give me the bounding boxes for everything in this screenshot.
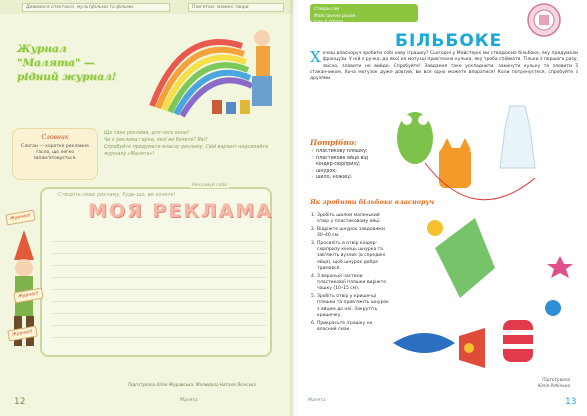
materials-item: ✓ шило, ножиці. <box>311 175 386 182</box>
left-page <box>0 0 293 416</box>
right-page-number: 13 <box>565 397 577 407</box>
intro-text <box>310 48 578 82</box>
questions-list <box>104 130 284 158</box>
glossary-text: Слоган — коротке рекламне гасло, що легко запам'ятовується. <box>21 144 89 161</box>
article-title: БІЛЬБОКЕ <box>395 31 503 51</box>
left-title <box>17 42 147 84</box>
materials-item: ✓ пластикове яйце від кіндер-сюрпризу; <box>311 156 386 169</box>
journal-badge: Журнал! <box>7 326 37 342</box>
instructions-heading: Як зробити більбоке власноруч <box>310 198 435 206</box>
instruction-text: З верхньої частини пластикової пляшки виріжте чашку (10–15 см). <box>317 273 386 292</box>
left-title-line: Журнал <box>17 43 67 55</box>
materials-item: ✓ шнурок; <box>311 169 386 176</box>
page-gutter <box>290 0 298 416</box>
instruction-text: Прикрасьте іграшку на власний смак. <box>317 320 373 332</box>
instruction-step: 6. Прикрасьте іграшку на власний смак. <box>311 320 373 332</box>
left-title-line: "Малята" — <box>17 57 95 69</box>
drop-cap: Х <box>310 48 321 66</box>
right-footer: Малята <box>308 398 326 403</box>
left-title-line: рідний журнал! <box>17 71 117 83</box>
glossary-heading: Словник <box>41 134 69 141</box>
my-ad-heading: МОЯ РЕКЛАМА <box>88 200 273 222</box>
journal-badge: Журнал! <box>13 288 43 304</box>
workshop-logo <box>525 2 563 38</box>
photo-credit-line: Юлія Ребілько <box>538 383 571 389</box>
question-item: Спробуйте придумати власну рекламу. Свій варіант надсилайте журналу «Малята»! <box>104 145 269 157</box>
instruction-text: Просиліть в отвір кіндер-сюрпризу кінець шнурка та зав'яжіть вузлик (в середині яйця), щоб шнурок добре тримався. <box>317 240 386 272</box>
instruction-step: 3. Просиліть в отвір кіндер-сюрпризу кінець шнурка та зав'яжіть вузлик (в середині яйця), щоб шнурок добре тримався. <box>311 240 386 272</box>
left-top-tag: Пам'ятки: мамині твори <box>188 3 284 12</box>
question-item: Що таке реклама, для чого вона? <box>104 131 190 136</box>
photo-credit <box>538 378 570 389</box>
left-page-number: 12 <box>14 397 26 407</box>
question-item: Чи є реклама гарна, якої ви бачите? Які? <box>104 138 208 143</box>
intro-body: очеш власноруч зробити собі нову іграшку? Сьогодні у Майстерні ми створюємо більбоке, яку придумали французи. У ній є ручка, до якої на мотузці прив'язана кулька, яку треба спіймати. Тільки з першого разу, звісно, зловити не вийде. Спробуйте! Завдання таке ускладнити: закинути кульку та зловити її стаканчиком. Хоча мотузок дуже довгий, ви все одно можете впоратися! Коли потренуєтеся, спробуйте з друзями. <box>310 51 578 82</box>
bilboquet-photos <box>385 98 585 398</box>
instruction-step: 1. Зробіть шилом маленький отвір у пластиковому яйці. <box>311 213 381 225</box>
instruction-step: 5. Зробіть отвір у кришечці пляшки та прив'яжіть шнурок з яйцем до неї. Закрутіть кришечку. <box>311 293 389 319</box>
glossary-note <box>12 128 98 180</box>
ad-box-question: Створіть свою рекламу, будь-що, ви хочете! <box>58 192 176 198</box>
materials-heading: Потрібно: <box>310 138 357 147</box>
right-head-tags <box>310 4 418 22</box>
journal-badge: Журнал! <box>5 210 35 226</box>
ad-box-tag: Рекламуй себе <box>192 183 228 188</box>
materials-item: ✓ пластикову пляшку; <box>311 149 386 156</box>
head-tag: Створи сам <box>314 6 340 11</box>
instruction-text: Зробіть отвір у кришечці пляшки та прив'яжіть шнурок з яйцем до неї. Закрутіть кришечку. <box>317 293 389 319</box>
left-footer: Малята <box>180 398 198 403</box>
materials-list <box>311 149 386 182</box>
right-page <box>293 0 587 416</box>
head-tag: Ігри й забави <box>314 19 344 24</box>
instruction-step: 2. Відріжте шнурок завдовжки 30–40 см. <box>311 226 385 239</box>
instruction-text: Відріжте шнурок завдовжки 30–40 см. <box>317 226 385 239</box>
instruction-text: Зробіть шилом маленький отвір у пластиковому яйці. <box>317 213 381 225</box>
instruction-step: 4. З верхньої частини пластикової пляшки виріжте чашку (10–15 см). <box>311 273 386 292</box>
writing-lines <box>52 230 266 350</box>
left-top-tag: Дивимося спектаклі, мультфільми та фільми <box>22 3 170 12</box>
photo-credit-line: Підготувала <box>542 378 571 383</box>
head-tag: Майструємо разом <box>314 12 356 18</box>
left-credit: Підготувала Юлія Журавська. Малювала Наталя Ясінська <box>128 382 257 387</box>
instructions-list <box>311 213 389 334</box>
